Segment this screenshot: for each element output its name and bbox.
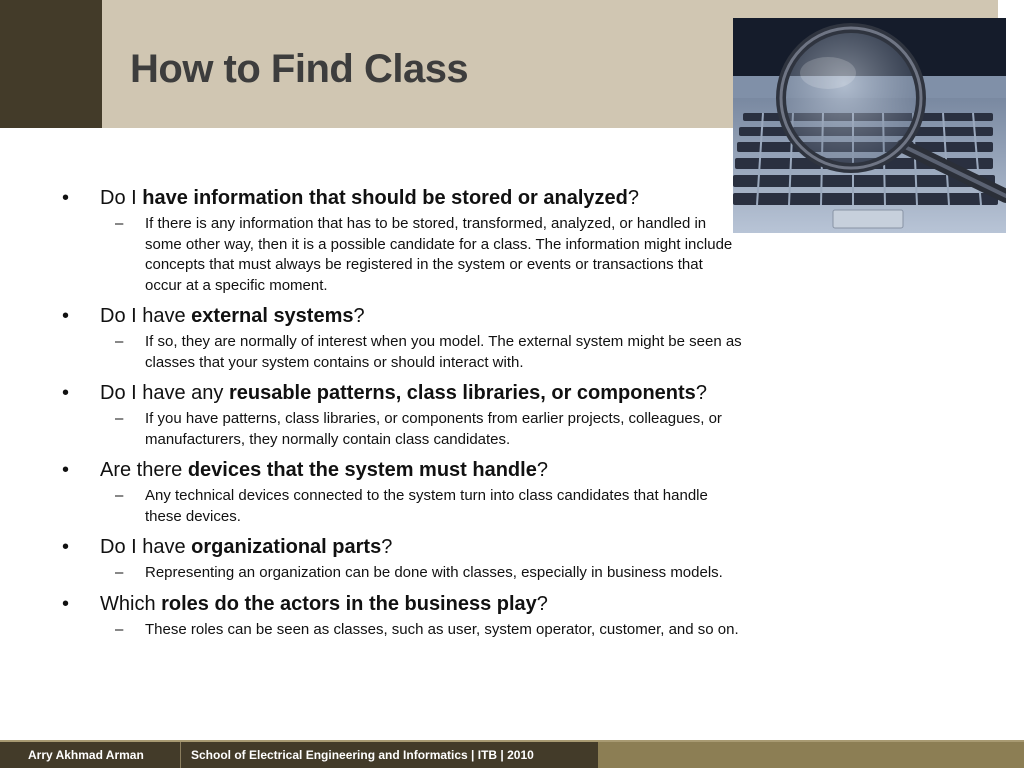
bullet-marker: • <box>62 305 70 327</box>
magnifier-icon <box>733 18 1006 233</box>
bullet-marker: • <box>62 459 70 481</box>
bullet-question: Do I have organizational parts? <box>100 536 393 558</box>
bullet-question: Do I have information that should be stored or analyzed? <box>100 187 639 209</box>
footer-bar <box>0 742 1024 768</box>
slide-title: How to Find Class <box>130 47 469 91</box>
accent-block <box>0 0 102 128</box>
sub-bullet <box>100 486 742 527</box>
sub-bullet-marker: – <box>115 620 124 638</box>
bullet-marker: • <box>62 187 70 209</box>
sub-bullet <box>100 214 742 296</box>
sub-bullet-marker: – <box>115 487 124 504</box>
sub-bullet <box>100 620 742 641</box>
bullet-question: Do I have any reusable patterns, class libraries, or components? <box>100 382 707 404</box>
bullet-item <box>62 456 742 527</box>
sub-bullet <box>100 409 742 450</box>
bullet-marker: • <box>62 592 70 615</box>
sub-bullet-marker: – <box>115 215 124 232</box>
sub-bullet <box>100 332 742 373</box>
bullet-marker: • <box>62 382 70 404</box>
bullet-question: Which roles do the actors in the business play? <box>100 592 548 615</box>
bullet-item <box>62 302 742 373</box>
footer-school: School of Electrical Engineering and Informatics | ITB | 2010 <box>180 742 598 768</box>
bullet-item <box>62 590 742 641</box>
bullet-question: Are there devices that the system must handle? <box>100 459 548 481</box>
sub-bullet-text: These roles can be seen as classes, such as user, system operator, customer, and so on. <box>145 620 739 638</box>
bullet-item <box>62 184 742 296</box>
sub-bullet-text: Representing an organization can be done with classes, especially in business models. <box>145 564 723 581</box>
bullet-item <box>62 533 742 584</box>
bullet-item <box>62 379 742 450</box>
sub-bullet-marker: – <box>115 333 124 350</box>
magnifying-glass-keyboard-photo <box>733 18 1006 233</box>
sub-bullet-text: If so, they are normally of interest when you model. The external system might be seen as classes that your system contains or should interact with. <box>145 333 742 371</box>
bullet-list <box>62 184 742 646</box>
sub-bullet-marker: – <box>115 564 124 581</box>
sub-bullet-text: If there is any information that has to be stored, transformed, analyzed, or handled in some other way, then it is a possible candidate for a class. The information might include concepts that must always be registered in the system or events or transactions that occur at a specific moment. <box>145 215 733 294</box>
bullet-marker: • <box>62 536 70 558</box>
footer-accent <box>598 742 1024 768</box>
title-band-edge <box>998 0 1024 18</box>
bullet-question: Do I have external systems? <box>100 305 365 327</box>
sub-bullet-marker: – <box>115 410 124 427</box>
sub-bullet <box>100 563 742 584</box>
sub-bullet-text: Any technical devices connected to the system turn into class candidates that handle these devices. <box>145 487 708 525</box>
sub-bullet-text: If you have patterns, class libraries, or components from earlier projects, colleagues, or manufacturers, they normally contain class candidates. <box>145 410 722 448</box>
footer-author: Arry Akhmad Arman <box>0 742 180 768</box>
